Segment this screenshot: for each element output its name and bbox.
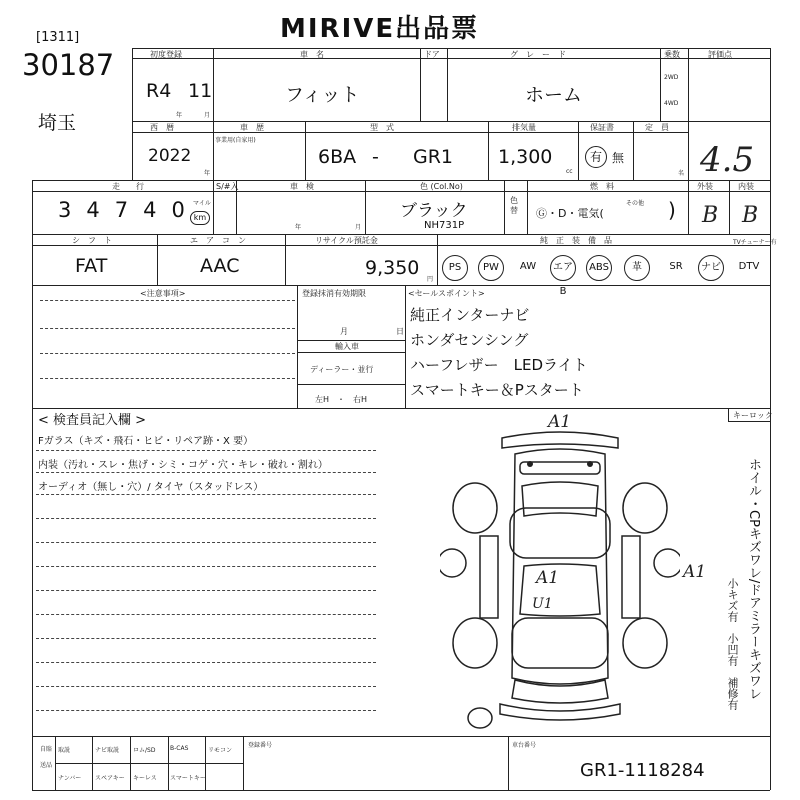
color-name: ブラック	[400, 201, 468, 221]
mileage-digit: 3	[58, 198, 79, 222]
footer-cell-top: ロム/SD	[133, 747, 156, 754]
car-diagram	[440, 418, 680, 736]
reg-day: 日	[396, 327, 404, 336]
sales-point: 純正インターナビ	[410, 306, 530, 324]
door-label: ドア	[424, 50, 440, 59]
month-unit: 月	[204, 112, 211, 119]
mileage-digit: 7	[114, 198, 136, 222]
footer-left-top: 自賠	[40, 746, 53, 753]
rating-value: 4.5	[700, 140, 755, 180]
document-title: MIRIVE出品票	[280, 14, 480, 44]
mileage-digits	[58, 198, 200, 222]
aircon-label: エ ア コ ン	[190, 236, 246, 245]
mileage-unit-mile: マイル	[193, 200, 211, 207]
model-label: 型 式	[370, 123, 394, 132]
diagram-mark-center-2: U1	[532, 596, 553, 612]
chassis-number: GR1-1118284	[580, 760, 705, 781]
history-note: 事業用(自家用)	[215, 137, 256, 144]
sn-label: S/#入	[216, 182, 239, 191]
interior-label: 内装	[738, 182, 754, 191]
equipment-item: PW	[478, 255, 504, 281]
equipment-item: DTV	[738, 261, 760, 272]
reg-number-label: 登録番号	[248, 742, 273, 749]
exterior-grade: B	[702, 203, 719, 228]
seireki-value: 2022	[148, 146, 192, 166]
first-reg-label: 初度登録	[150, 50, 182, 59]
lot-number: 30187	[22, 48, 115, 82]
inspection-label: 車 検	[290, 182, 314, 191]
fuel-close-paren: )	[668, 198, 676, 222]
recycle-value: 9,350	[365, 257, 420, 279]
sales-point: ホンダセンシング	[410, 331, 529, 349]
capacity-unit: 名	[678, 170, 685, 177]
capacity-label: 定 員	[645, 123, 669, 132]
caution-label: <注意事項>	[140, 289, 186, 298]
warranty-label: 保証書	[590, 123, 614, 132]
interior-grade: B	[742, 203, 759, 228]
inspection-line-3: オーディオ（無し・穴）/ タイヤ（スタッドレス）	[38, 482, 264, 493]
warranty-yes: 有	[585, 146, 607, 168]
reg-period-label: 登録抹消有効期限	[302, 289, 366, 298]
side-notes: ホイル・CPキズワレ/ドアミラーキズワレ	[746, 458, 761, 701]
color-change-label: 色替	[510, 196, 518, 215]
seireki-label: 西 暦	[150, 123, 174, 132]
inspection-year-unit: 年	[295, 224, 302, 231]
mileage-unit-km: km	[190, 211, 210, 225]
footer-cell-bottom: スマートキー	[170, 775, 206, 782]
model-prefix: 6BA	[318, 146, 357, 168]
mileage-digit: 4	[143, 198, 164, 222]
mileage-digit: 0	[171, 198, 192, 222]
drive-4wd: 4WD	[664, 100, 679, 107]
footer-cell-bottom: ナンバー	[58, 775, 82, 782]
equipment-label: 純 正 装 備 品	[540, 236, 612, 245]
first-reg-month: 11	[188, 80, 213, 102]
footer-cell-top: ナビ取説	[95, 747, 120, 754]
chassis-label: 車台番号	[512, 742, 537, 749]
seireki-year-unit: 年	[204, 170, 211, 177]
displacement: 1,300	[498, 146, 553, 168]
footer-cell-bottom: スペアキー	[95, 775, 125, 782]
mileage-label: 走 行	[112, 182, 144, 191]
displacement-label: 排気量	[512, 123, 536, 132]
diagram-mark-center: A1	[536, 568, 560, 588]
drive-2wd: 2WD	[664, 74, 679, 81]
equipment-item: 革	[624, 255, 650, 281]
hand-label: 左H ・ 右H	[315, 395, 368, 404]
recycle-label: リサイクル預託金	[315, 236, 378, 245]
year-unit: 年	[176, 112, 183, 119]
prefecture: 埼玉	[38, 112, 77, 134]
sales-point: スマートキー＆Pスタート	[410, 381, 584, 399]
equipment-item: ABS	[586, 255, 612, 281]
footer-cell-top: 取説	[58, 747, 71, 754]
color-label: 色 (Col.No)	[420, 182, 463, 191]
diagram-mark-top: A1	[548, 412, 572, 432]
shift-value: FAT	[75, 255, 108, 277]
import-label: 輸入車	[335, 342, 359, 351]
shift-label: シ フ ト	[72, 236, 112, 245]
history-label: 車 歴	[240, 123, 264, 132]
fuel-other: その他	[626, 200, 645, 207]
exterior-label: 外装	[697, 182, 713, 191]
grade-label: グ レ ー ド	[510, 50, 566, 59]
fuel-label: 燃 料	[590, 182, 614, 191]
equipment-item: AW	[519, 261, 537, 272]
reg-month: 月	[340, 327, 348, 336]
cc-unit: cc	[566, 168, 573, 175]
fuel-options: Ⓖ・D・電気(	[536, 207, 604, 220]
equipment-item: ナビ	[698, 255, 724, 281]
rating-label: 評価点	[708, 50, 732, 59]
equipment-item: PS	[442, 255, 468, 281]
diagram-mark-right: A1	[683, 562, 707, 582]
side-small: 小キズ有 小凹有 補修有	[726, 578, 739, 710]
model-code: GR1	[413, 146, 454, 168]
lot-code: [1311]	[36, 30, 80, 45]
yen-unit: 円	[427, 276, 434, 283]
inspection-month-unit: 月	[355, 224, 362, 231]
tuner-label: TVチューナー有	[733, 239, 777, 246]
seats-label: 乗数	[664, 50, 680, 59]
warranty-no: 無	[612, 151, 625, 165]
car-name: フィット	[285, 84, 360, 106]
color-code: NH731P	[424, 220, 465, 231]
footer-cell-top: リモコン	[208, 747, 233, 754]
mileage-digit: 4	[86, 198, 107, 222]
footer-left-mid: 送品	[40, 762, 53, 769]
inspection-line-2: 内装（汚れ・スレ・焦げ・シミ・コゲ・穴・キレ・破れ・割れ）	[38, 460, 328, 471]
car-name-label: 車 名	[300, 50, 324, 59]
inspection-title: < 検査員記入欄 >	[38, 413, 147, 428]
equipment-item: SR	[669, 261, 683, 272]
first-reg-year: R4	[146, 80, 172, 102]
sales-label: <セールスポイント>	[408, 289, 485, 298]
key-lock-label: キーロック	[733, 411, 773, 420]
footer-cell-top: B-CAS	[170, 745, 189, 752]
equipment-item: エアB	[550, 255, 576, 281]
dealer-label: ディーラー・並行	[310, 365, 374, 374]
model-dash: -	[372, 146, 379, 168]
aircon-value: AAC	[200, 255, 240, 277]
inspection-line-1: Fガラス（キズ・飛石・ヒビ・リペア跡・X 要）	[38, 436, 254, 447]
sales-point: ハーフレザー LEDライト	[410, 356, 588, 374]
footer-cell-bottom: キーレス	[133, 775, 157, 782]
grade: ホーム	[525, 84, 583, 106]
